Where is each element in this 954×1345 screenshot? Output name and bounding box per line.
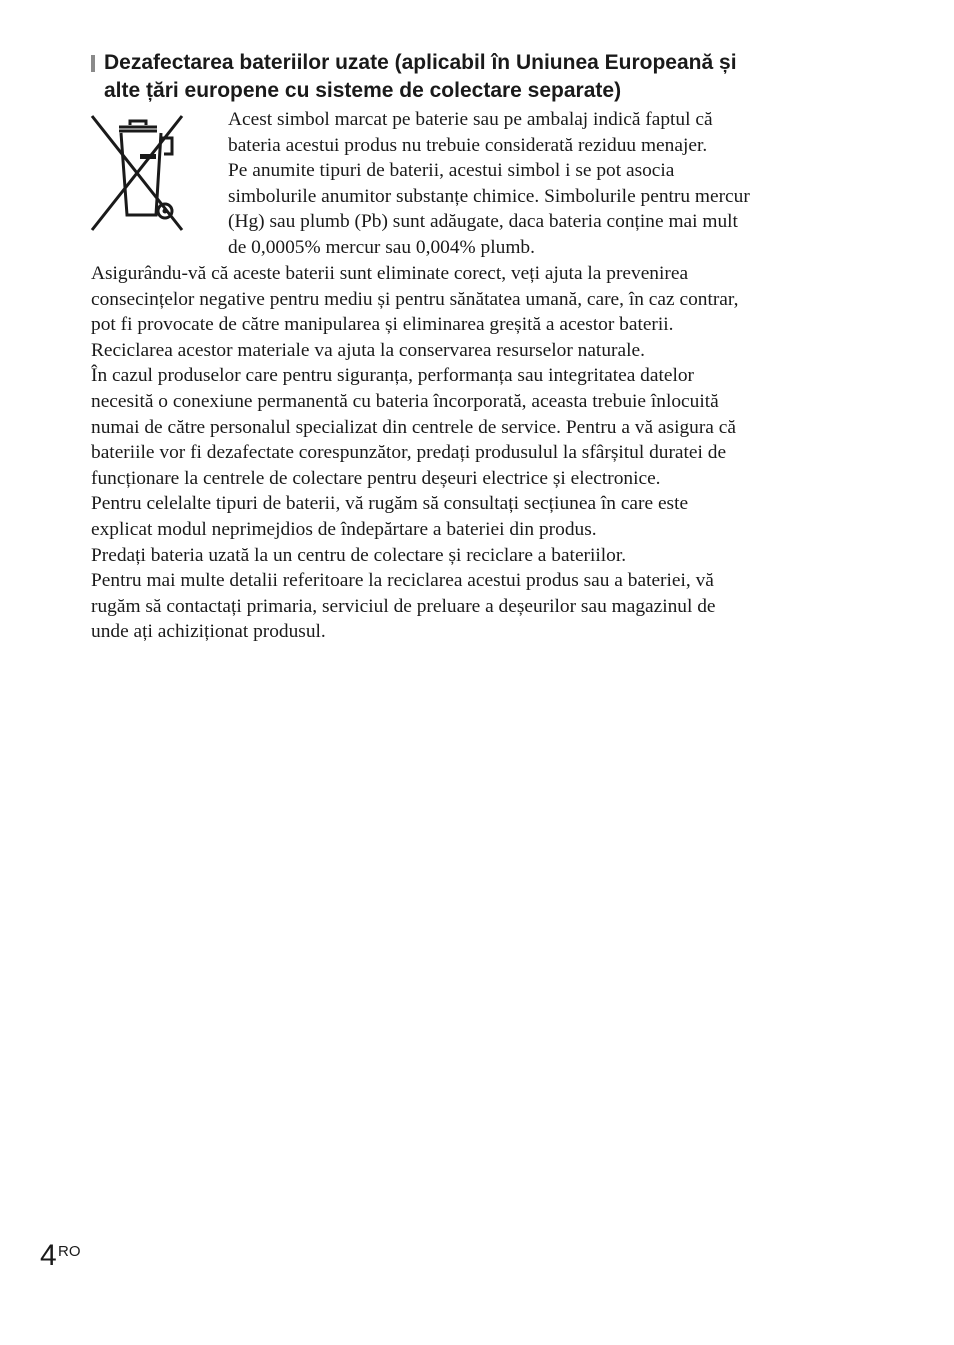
text-line: rugăm să contactați primaria, serviciul de preluare a deșeurilor sau magazinul de [91,595,716,617]
crossed-out-wheeled-bin-icon [90,114,184,232]
text-line: Acest simbol marcat pe baterie sau pe ambalaj indică faptul că [228,109,713,130]
text-line: de 0,0005% mercur sau 0,004% plumb. [228,236,535,258]
section-heading [104,49,864,105]
text-line: simbolurile anumitor substanțe chimice. Simbolurile pentru mercur [228,185,750,207]
page-number: 4 [40,1239,57,1272]
text-line: funcționare la centrele de colectare pentru deșeuri electrice și electronice. [91,467,661,489]
body-text [91,261,851,645]
text-line: Pentru mai multe detalii referitoare la reciclarea acestui produs sau a bateriei, vă [91,570,714,592]
page-language-code: RO [58,1243,81,1260]
text-line: necesită o conexiune permanentă cu bateria încorporată, aceasta trebuie înlocuită [91,390,719,412]
text-line: În cazul produselor care pentru siguranța, performanța sau integritatea datelor [91,365,694,387]
text-line: Pentru celelalte tipuri de baterii, vă rugăm să consultați secțiunea în care este [91,493,689,515]
intro-paragraph [228,107,848,261]
text-line: (Hg) sau plumb (Pb) sunt adăugate, daca bateria conține mai mult [228,211,738,233]
text-line: numai de către personalul specializat din centrele de service. Pentru a vă asigura că [91,416,736,438]
text-line: explicat modul neprimejdios de îndepărtare a bateriei din produs. [91,518,597,540]
text-line: Predați bateria uzată la un centru de colectare și reciclare a bateriilor. [91,544,627,566]
section-heading-line: Dezafectarea bateriilor uzate (aplicabil în Uniunea Europeană și [104,51,737,74]
text-line: consecințelor negative pentru mediu și pentru sănătatea umană, care, în caz contrar, [91,288,739,310]
text-line: bateriile vor fi dezafectate corespunzător, predați produsulul la sfârșitul duratei de [91,442,727,464]
text-line: Pe anumite tipuri de baterii, acestui simbol i se pot asocia [228,160,675,182]
text-line: unde ați achiziționat produsul. [91,621,326,643]
text-line: pot fi provocate de către manipularea și eliminarea greșită a acestor baterii. [91,314,674,336]
text-line: Reciclarea acestor materiale va ajuta la conservarea resurselor naturale. [91,339,645,361]
section-heading-line: alte țări europene cu sisteme de colectare separate) [104,79,622,102]
heading-marker [91,55,95,72]
text-line: Asigurându-vă că aceste baterii sunt eliminate corect, veți ajuta la prevenirea [91,263,689,284]
text-line: bateria acestui produs nu trebuie considerată reziduu menajer. [228,134,708,156]
